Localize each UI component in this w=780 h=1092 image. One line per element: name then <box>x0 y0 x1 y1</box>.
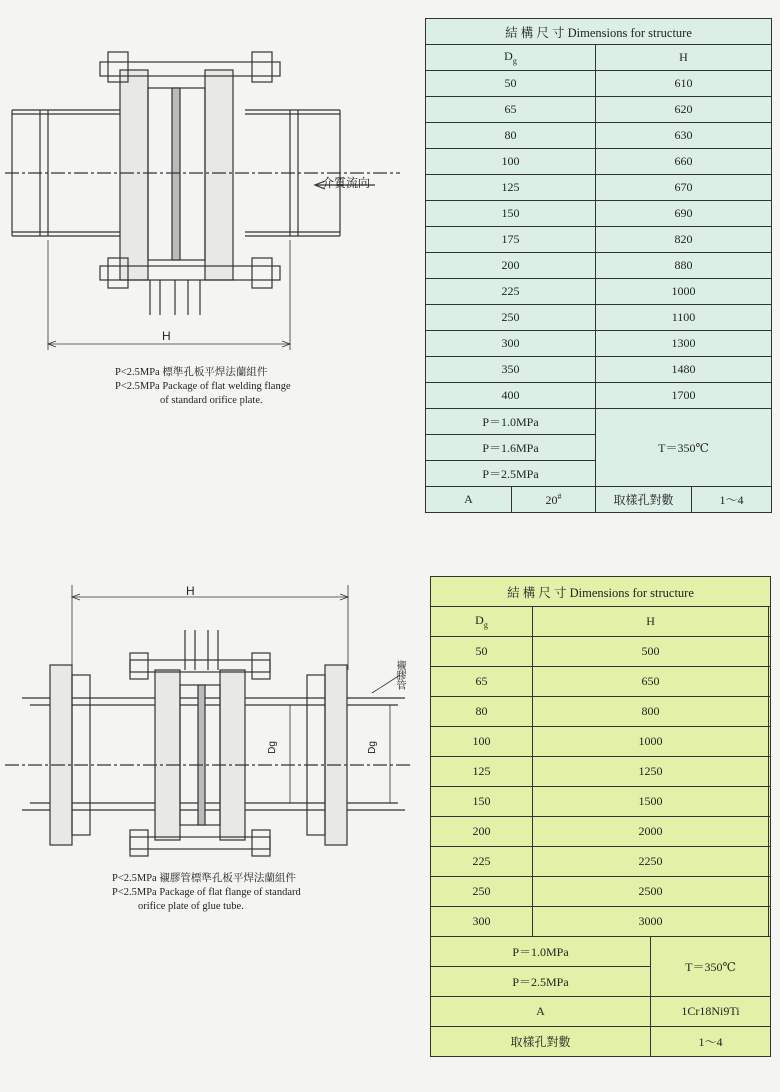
table-row <box>426 357 772 383</box>
dg-cell: 350 <box>426 357 596 383</box>
flow-direction-label: 介質流向 <box>322 176 371 190</box>
dg-cell: 100 <box>431 727 533 757</box>
table-1-sampling-value: 1～4 <box>692 487 772 513</box>
table-2-a-label: A <box>431 997 651 1027</box>
empty-cell <box>769 817 771 847</box>
caption-2-line-2: P<2.5MPa Package of flat flange of standard <box>112 887 301 898</box>
table-row <box>431 847 771 877</box>
table-2-col-h: H <box>533 607 769 637</box>
h-cell: 660 <box>596 149 772 175</box>
table-2-col-dg: $D_g$ <box>431 607 533 637</box>
caption-1-line-3: of standard orifice plate. <box>160 395 263 406</box>
table-row <box>431 667 771 697</box>
h-cell: 1480 <box>596 357 772 383</box>
caption-2-line-3: orifice plate of glue tube. <box>138 901 244 912</box>
table-row <box>426 383 772 409</box>
table-2-a-value: 1Cr18Ni9Ti <box>651 997 771 1027</box>
table-row <box>431 637 771 667</box>
h-cell: 1100 <box>596 305 772 331</box>
table-row <box>426 253 772 279</box>
table-1-a-value: 20# <box>512 487 596 513</box>
table-1-pressure-0: P＝1.0MPa <box>426 409 596 435</box>
empty-cell <box>769 697 771 727</box>
orifice-flange-drawing-2 <box>0 575 425 870</box>
h-cell: 2250 <box>533 847 769 877</box>
empty-cell <box>769 757 771 787</box>
table-1-a-label: A <box>426 487 512 513</box>
h-cell: 650 <box>533 667 769 697</box>
table-row <box>431 757 771 787</box>
table-2-temperature: T＝350℃ <box>651 937 771 997</box>
dg-cell: 80 <box>431 697 533 727</box>
table-row <box>426 201 772 227</box>
table-row <box>426 149 772 175</box>
dg-cell: 150 <box>431 787 533 817</box>
caption-1 <box>115 366 291 408</box>
empty-cell <box>769 847 771 877</box>
table-1-temperature: T＝350℃ <box>596 409 772 487</box>
table-2-pressure-0: P＝1.0MPa <box>431 937 651 967</box>
h-cell: 1500 <box>533 787 769 817</box>
table-row <box>431 817 771 847</box>
table-row <box>431 787 771 817</box>
h-cell: 3000 <box>533 907 769 937</box>
dg-cell: 300 <box>426 331 596 357</box>
table-1-col-h: H <box>596 45 772 71</box>
dg-cell: 200 <box>431 817 533 847</box>
dimensions-table-2 <box>430 576 771 1057</box>
h-cell: 630 <box>596 123 772 149</box>
lining-tube-label: 襯膠管 <box>394 660 405 690</box>
caption-2 <box>112 872 301 914</box>
table-row <box>426 175 772 201</box>
table-row <box>431 877 771 907</box>
h-cell: 2500 <box>533 877 769 907</box>
table-1-pressure-2: P＝2.5MPa <box>426 461 596 487</box>
dg-cell: 65 <box>431 667 533 697</box>
h-cell: 620 <box>596 97 772 123</box>
caption-1-line-1: P<2.5MPa 標準孔板平焊法蘭組件 <box>115 367 268 378</box>
table-2-empty-col <box>769 607 771 637</box>
empty-cell <box>769 787 771 817</box>
h-cell: 820 <box>596 227 772 253</box>
dg-cell: 250 <box>431 877 533 907</box>
table-row <box>426 305 772 331</box>
dg-cell: 50 <box>431 637 533 667</box>
dg-cell: 175 <box>426 227 596 253</box>
table-row <box>426 71 772 97</box>
table-row <box>431 907 771 937</box>
table-row <box>431 727 771 757</box>
h-cell: 2000 <box>533 817 769 847</box>
dg-label-right: Dg <box>366 741 378 754</box>
empty-cell <box>769 727 771 757</box>
empty-cell <box>769 907 771 937</box>
dg-cell: 150 <box>426 201 596 227</box>
dimensions-table-1 <box>425 18 772 513</box>
dg-cell: 125 <box>431 757 533 787</box>
dg-cell: 65 <box>426 97 596 123</box>
table-row <box>426 227 772 253</box>
h-cell: 690 <box>596 201 772 227</box>
table-1-sampling-label: 取樣孔對數 <box>596 487 692 513</box>
dg-cell: 225 <box>431 847 533 877</box>
h-dimension-label-1: H <box>162 329 171 343</box>
table-row <box>426 123 772 149</box>
table-row <box>426 97 772 123</box>
h-dimension-label-2: H <box>186 584 195 598</box>
table-2-sampling-value: 1～4 <box>651 1027 771 1057</box>
dg-cell: 125 <box>426 175 596 201</box>
dg-cell: 250 <box>426 305 596 331</box>
dg-cell: 225 <box>426 279 596 305</box>
table-2-pressure-1: P＝2.5MPa <box>431 967 651 997</box>
h-cell: 880 <box>596 253 772 279</box>
dg-cell: 400 <box>426 383 596 409</box>
caption-1-line-2: P<2.5MPa Package of flat welding flange <box>115 381 291 392</box>
orifice-flange-drawing-1 <box>0 40 410 360</box>
dg-cell: 200 <box>426 253 596 279</box>
h-cell: 1000 <box>533 727 769 757</box>
h-cell: 610 <box>596 71 772 97</box>
table-1-col-dg: $D_g$ <box>426 45 596 71</box>
h-cell: 1700 <box>596 383 772 409</box>
table-row <box>426 279 772 305</box>
h-cell: 670 <box>596 175 772 201</box>
table-row <box>431 697 771 727</box>
dg-label-left: Dg <box>266 741 278 754</box>
h-cell: 1250 <box>533 757 769 787</box>
dg-cell: 300 <box>431 907 533 937</box>
table-1-title: 結 構 尺 寸 Dimensions for structure <box>426 19 772 45</box>
empty-cell <box>769 637 771 667</box>
empty-cell <box>769 877 771 907</box>
h-cell: 1000 <box>596 279 772 305</box>
table-row <box>426 331 772 357</box>
table-2-title: 結 構 尺 寸 Dimensions for structure <box>431 577 771 607</box>
dg-cell: 80 <box>426 123 596 149</box>
h-cell: 1300 <box>596 331 772 357</box>
table-2-sampling-label: 取樣孔對數 <box>431 1027 651 1057</box>
empty-cell <box>769 667 771 697</box>
h-cell: 500 <box>533 637 769 667</box>
h-cell: 800 <box>533 697 769 727</box>
dg-cell: 50 <box>426 71 596 97</box>
dg-cell: 100 <box>426 149 596 175</box>
caption-2-line-1: P<2.5MPa 襯膠管標準孔板平焊法蘭組件 <box>112 873 296 884</box>
table-1-pressure-1: P＝1.6MPa <box>426 435 596 461</box>
